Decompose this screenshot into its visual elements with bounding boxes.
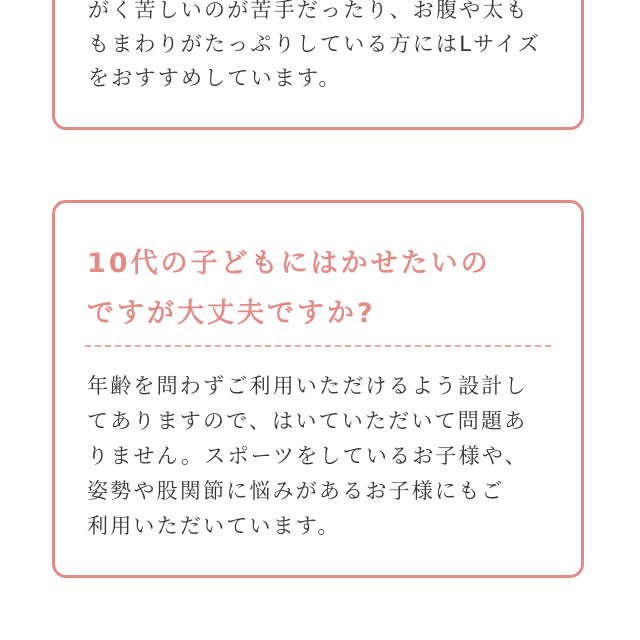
faq-card-current bbox=[52, 200, 584, 578]
faq-answer-line: もまわりがたっぷりしている方にはLサイズ bbox=[88, 32, 542, 56]
faq-answer bbox=[88, 0, 568, 95]
faq-answer-line: てありますので、はいていただいて問題あ bbox=[87, 409, 528, 433]
dashed-divider bbox=[85, 345, 551, 347]
faq-answer-line: がく苦しいのが苦手だったり、お腹や太も bbox=[88, 0, 529, 22]
faq-answer-line: 利用いただいています。 bbox=[87, 514, 341, 538]
faq-card-previous bbox=[52, 0, 584, 130]
faq-answer-line: りません。スポーツをしているお子様や、 bbox=[87, 444, 528, 468]
faq-answer bbox=[87, 369, 567, 544]
faq-answer-line: 姿勢や股関節に悩みがあるお子様にもご bbox=[87, 479, 505, 503]
faq-answer-line: 年齢を問わずご利用いただけるよう設計し bbox=[87, 374, 528, 398]
faq-question-line: ですが大丈夫ですか? bbox=[87, 298, 376, 329]
faq-question-line: 10代の子どもにはかせたいの bbox=[87, 248, 491, 279]
faq-question bbox=[87, 239, 567, 339]
faq-answer-line: をおすすめしています。 bbox=[88, 66, 342, 90]
